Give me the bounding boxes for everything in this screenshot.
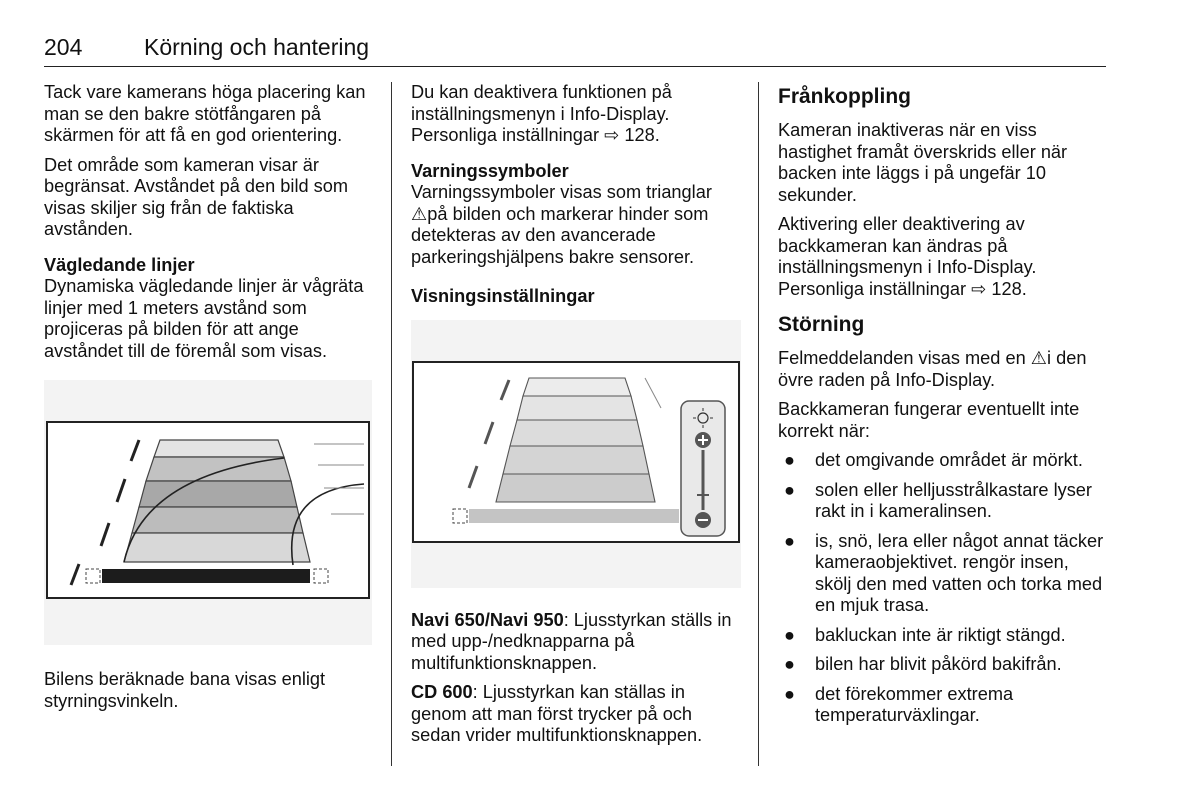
list-item: ● det omgivande området är mörkt.: [784, 450, 1083, 470]
page-number: 204: [44, 34, 83, 60]
paragraph-cd600: CD 600: Ljusstyrkan kan ställas in genom att man först trycker på och sedan vrider multifunktionsknappen.: [411, 682, 703, 745]
paragraph: Du kan deaktivera funktionen på inställningsmenyn i Info-Display. Personliga inställningar ⇨ 128.: [411, 82, 672, 145]
camera-guide-lines-figure: [44, 380, 372, 645]
column-divider: [758, 82, 759, 766]
guide-lines-illustration: [44, 380, 372, 645]
subheading-guide-lines: Vägledande linjer: [44, 254, 195, 275]
paragraph: Backkameran fungerar eventuellt inte korrekt när:: [778, 399, 1080, 441]
list-item: ● is, snö, lera eller något annat täcker kameraobjektivet. rengör insen, skölj den med vatten och torka med en mjuk trasa.: [784, 530, 1104, 615]
subheading-display-settings: Visningsinställningar: [411, 286, 595, 306]
paragraph: Tack vare kamerans höga placering kan man se den bakre stötfångaren på skärmen för att få en god orientering.: [44, 82, 366, 145]
running-title: Körning och hantering: [144, 34, 370, 60]
list-item: ● bakluckan inte är riktigt stängd.: [784, 624, 1066, 645]
column-3: [778, 82, 1108, 735]
figure-caption: Bilens beräknade bana visas enligt styrningsvinkeln.: [44, 669, 326, 711]
model-label-navi: Navi 650/Navi 950: [411, 609, 564, 630]
page-header: [44, 34, 1106, 67]
display-settings-illustration: [411, 320, 741, 588]
list-item: ● det förekommer extrema temperaturväxlingar.: [784, 683, 1014, 725]
bullet-icon: ●: [784, 530, 795, 551]
column-2: [411, 82, 741, 755]
bullet-icon: ●: [784, 450, 795, 470]
heading-disconnection: Frånkoppling: [778, 85, 911, 108]
paragraph: Aktivering eller deaktivering av backkameran kan ändras på inställningsmenyn i Info-Display. Personliga inställningar ⇨ 128.: [778, 214, 1037, 299]
subheading-warning-symbols: Varningssymboler: [411, 160, 569, 181]
list-item: ● bilen har blivit påkörd bakifrån.: [784, 654, 1062, 674]
paragraph: Det område som kameran visar är begränsat. Avståndet på den bild som visas skiljer sig från de faktiska avstånden.: [44, 154, 349, 239]
column-1: [44, 82, 374, 720]
bullet-icon: ●: [784, 624, 795, 645]
bullet-icon: ●: [784, 654, 795, 674]
bullet-icon: ●: [784, 683, 795, 704]
bullet-icon: ●: [784, 479, 795, 500]
paragraph: Kameran inaktiveras när en viss hastighet framåt överskrids eller när backen inte läggs i på ungefär 10 sekunder.: [778, 120, 1068, 205]
paragraph: Felmeddelanden visas med en ⚠i den övre raden på Info-Display.: [778, 348, 1087, 390]
paragraph: Dynamiska vägledande linjer är vågräta linjer med 1 meters avstånd som projiceras på bilden för att ange avståndet till de föremål som visas.: [44, 276, 364, 361]
column-divider: [391, 82, 392, 766]
paragraph: Varningssymboler visas som trianglar ⚠på bilden och markerar hinder som detekteras av den avancerade parkeringshjälpens bakre sensorer.: [411, 182, 712, 267]
heading-interference: Störning: [778, 313, 865, 336]
list-item: ● solen eller helljusstrålkastare lyser rakt in i kameralinsen.: [784, 479, 1092, 521]
brightness-control-figure: [411, 320, 741, 588]
model-label-cd600: CD 600: [411, 682, 473, 702]
condition-list: [778, 450, 1108, 727]
paragraph-navi: Navi 650/Navi 950: Ljusstyrkan ställs in med upp-/nedknapparna på multifunktionsknappen.: [411, 609, 732, 673]
